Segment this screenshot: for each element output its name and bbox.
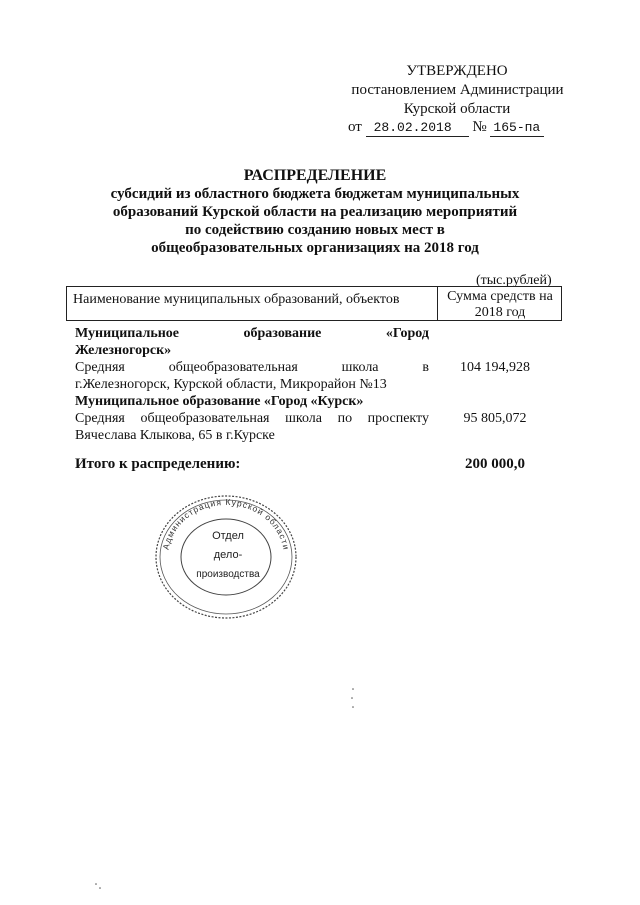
document-subtitle-line-4: общеобразовательных организациях на 2018 год (151, 240, 479, 256)
amount-2: 95 805,072 (463, 411, 527, 426)
number-prefix: № (472, 119, 487, 135)
municipality-1-line-2: Железногорск» (75, 343, 172, 358)
object-2-line-1: Средняя общеобразовательная школа по проспекту (75, 411, 429, 426)
stamp-text-1: Отдел (212, 530, 244, 542)
units-label: (тыс.рублей) (476, 273, 552, 288)
total-label: Итого к распределению: (75, 456, 241, 472)
stamp-ring-text: Администрация Курской области (160, 496, 292, 552)
approval-line-2: Курской области (403, 101, 511, 117)
total-value: 200 000,0 (465, 456, 525, 472)
column-header-sum: Сумма средств на 2018 год (447, 289, 553, 320)
document-subtitle-line-3: по содействию созданию новых мест в (185, 222, 445, 238)
document-subtitle-line-1: субсидий из областного бюджета бюджетам муниципальных (110, 186, 520, 202)
stamp-text-2: дело- (213, 549, 243, 561)
document-subtitle-line-2: образований Курской области на реализацию мероприятий (112, 204, 518, 220)
municipality-2-line-1: Муниципальное образование «Город «Курск» (75, 394, 364, 409)
amount-1: 104 194,928 (460, 360, 530, 375)
document-title: РАСПРЕДЕЛЕНИЕ (243, 167, 387, 184)
stamp-text-3: производства (196, 569, 260, 580)
approval-heading: УТВЕРЖДЕНО (406, 63, 508, 79)
approval-line-1: постановлением Администрации (351, 82, 564, 98)
municipality-1-line-1: Муниципальное образование «Город (75, 326, 429, 341)
object-2-line-2: Вячеслава Клыкова, 65 в г.Курске (75, 428, 275, 443)
object-1-line-1: Средняя общеобразовательная школа в (75, 360, 429, 375)
date-prefix: от (348, 119, 362, 135)
column-header-name: Наименование муниципальных образований, объектов (73, 292, 400, 307)
approval-number: 165-па (490, 120, 544, 137)
object-1-line-2: г.Железногорск, Курской области, Микрорайон №13 (75, 377, 387, 392)
approval-date: 28.02.2018 (366, 120, 469, 137)
